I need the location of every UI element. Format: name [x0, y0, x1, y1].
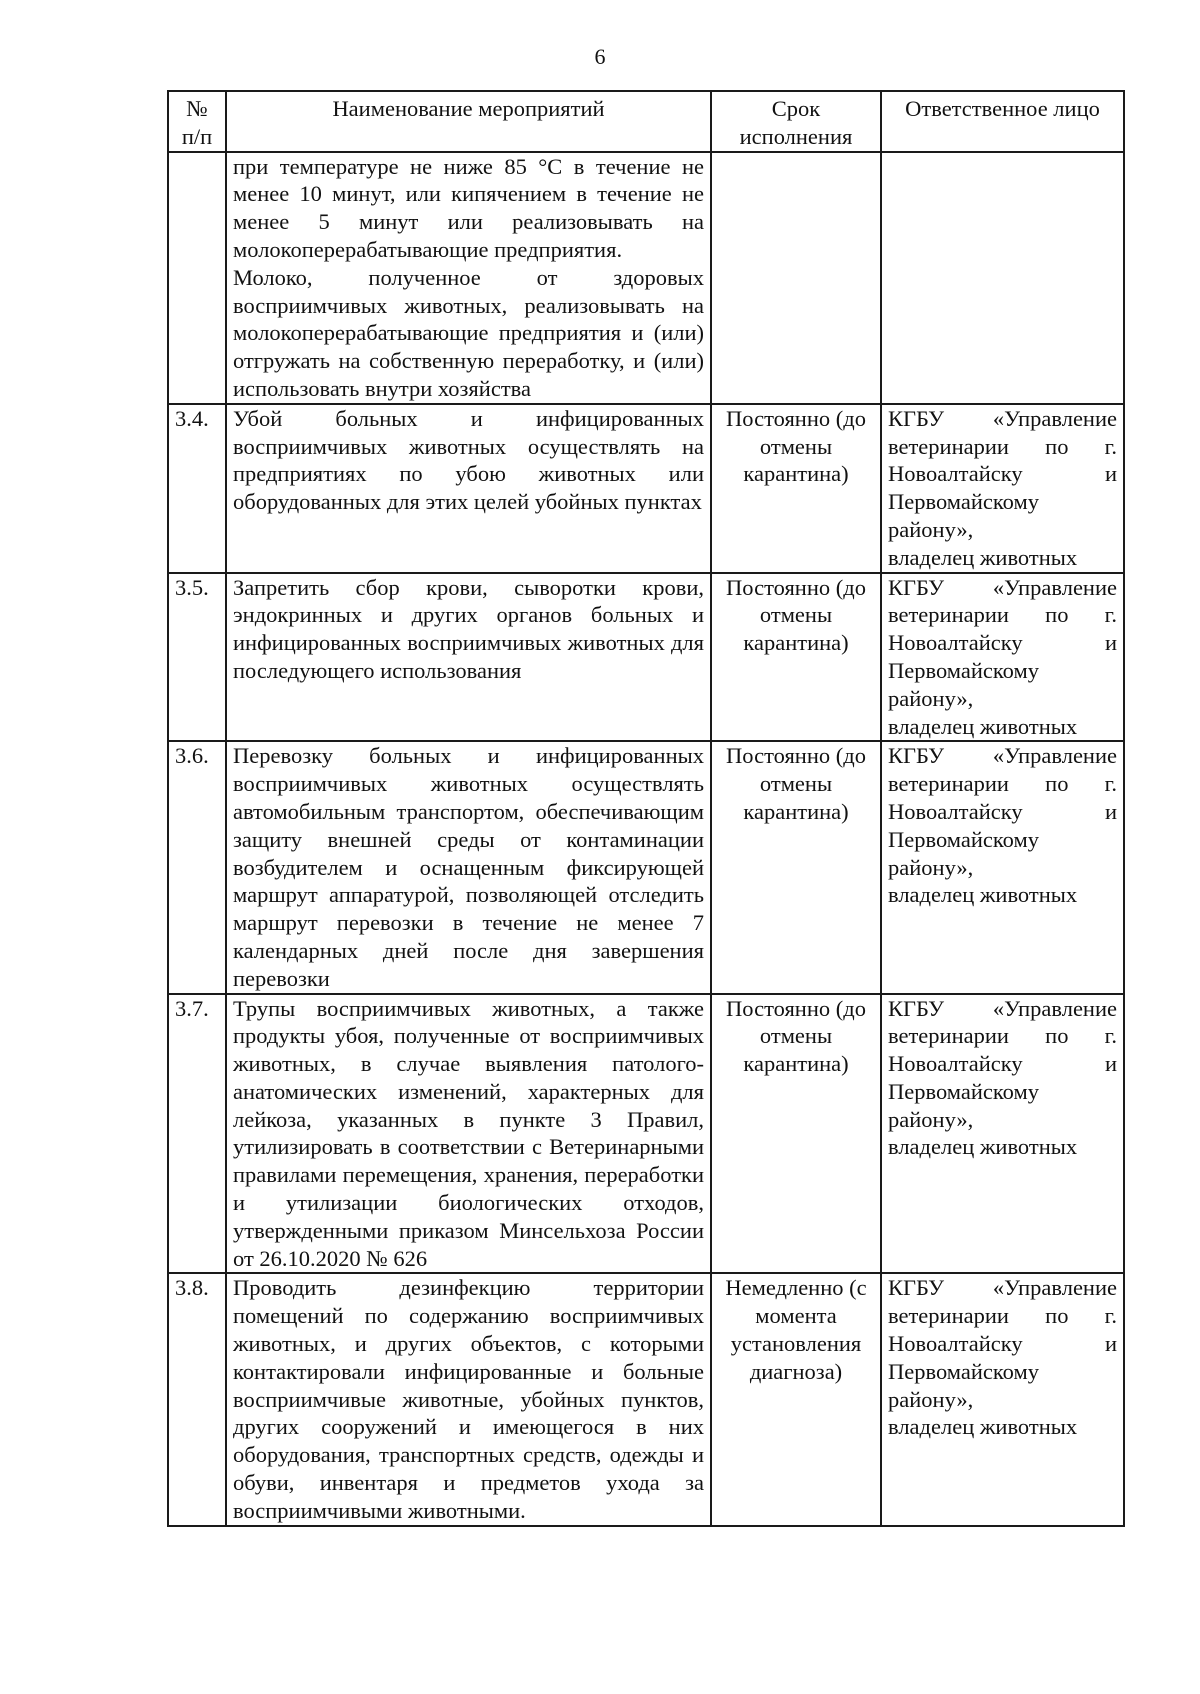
cell-term: Немедленно (с момента установления диагноза) [711, 1273, 881, 1525]
header-num: № п/п [168, 91, 226, 152]
responsible-owner: владелец животных [888, 1414, 1078, 1440]
cell-responsible [881, 1273, 1124, 1525]
responsible-owner: владелец животных [888, 713, 1078, 739]
header-name: Наименование мероприятий [226, 91, 711, 152]
cell-description: Убой больных и инфицированных восприимчивых животных осуществлять на предприятиях по убою животных или оборудованных для этих целей убойных пунктах [226, 404, 711, 573]
cell-term: Постоянно (до отмены карантина) [711, 573, 881, 742]
responsible-org: КГБУ «Управление ветеринарии по г. Новоалтайску и Первомайскому району», [888, 405, 1117, 542]
responsible-org: КГБУ «Управление ветеринарии по г. Новоалтайску и Первомайскому району», [888, 574, 1117, 711]
cell-description: Проводить дезинфекцию территории помещений по содержанию восприимчивых животных, и других объектов, с которыми контактировали инфицированные и больные восприимчивые животные, убойных пунктов, других сооружений и имеющегося в них оборудования, транспортных средств, одежды и обуви, инвентаря и предметов ухода за восприимчивыми животными. [226, 1273, 711, 1525]
cell-num: 3.6. [168, 741, 226, 993]
responsible-org: КГБУ «Управление ветеринарии по г. Новоалтайску и Первомайскому району», [888, 743, 1117, 880]
responsible-owner: владелец животных [888, 544, 1078, 570]
table-row [168, 994, 1124, 1274]
responsible-org: КГБУ «Управление ветеринарии по г. Новоалтайску и Первомайскому району», [888, 1275, 1117, 1412]
header-responsible: Ответственное лицо [881, 91, 1124, 152]
responsible-owner: владелец животных [888, 882, 1078, 908]
table-row [168, 1273, 1124, 1525]
cell-num: 3.5. [168, 573, 226, 742]
continuation-paragraph-2: Молоко, полученное от здоровых восприимчивых животных, реализовывать на молокоперерабатывающие предприятия и (или) отгружать на собственную переработку, и (или) использовать внутри хозяйства [233, 264, 704, 401]
cell-responsible [881, 994, 1124, 1274]
cell-num [168, 152, 226, 404]
cell-responsible [881, 404, 1124, 573]
cell-description [226, 152, 711, 404]
cell-responsible [881, 741, 1124, 993]
cell-description: Запретить сбор крови, сыворотки крови, эндокринных и других органов больных и инфицированных восприимчивых животных для последующего использования [226, 573, 711, 742]
cell-term: Постоянно (до отмены карантина) [711, 994, 881, 1274]
cell-responsible [881, 573, 1124, 742]
cell-num: 3.7. [168, 994, 226, 1274]
cell-term: Постоянно (до отмены карантина) [711, 404, 881, 573]
cell-num: 3.4. [168, 404, 226, 573]
table-row-continuation [168, 152, 1124, 404]
table-header-row [168, 91, 1124, 152]
cell-description: Трупы восприимчивых животных, а также продукты убоя, полученные от восприимчивых животных, в случае выявления патолого-анатомических изменений, характерных для лейкоза, указанных в пункте 3 Правил, утилизировать в соответствии с Ветеринарными правилами перемещения, хранения, переработки и утилизации биологических отходов, утвержденными приказом Минсельхоза России от 26.10.2020 № 626 [226, 994, 711, 1274]
responsible-owner: владелец животных [888, 1134, 1078, 1160]
header-term: Срок исполнения [711, 91, 881, 152]
table-row [168, 741, 1124, 993]
cell-term: Постоянно (до отмены карантина) [711, 741, 881, 993]
cell-description: Перевозку больных и инфицированных восприимчивых животных осуществлять автомобильным транспортом, обеспечивающим защиту внешней среды от контаминации возбудителем и оснащенным фиксирующей маршрут аппаратурой, позволяющей отследить маршрут перевозки в течение не менее 7 календарных дней после дня завершения перевозки [226, 741, 711, 993]
continuation-paragraph-1: при температуре не ниже 85 °С в течение не менее 10 минут, или кипячением в течение не менее 5 минут или реализовывать на молокоперерабатывающие предприятия. [233, 153, 704, 262]
cell-num: 3.8. [168, 1273, 226, 1525]
cell-responsible [881, 152, 1124, 404]
cell-term [711, 152, 881, 404]
measures-table [167, 90, 1125, 1527]
page-number: 6 [594, 44, 606, 69]
responsible-org: КГБУ «Управление ветеринарии по г. Новоалтайску и Первомайскому району», [888, 995, 1117, 1132]
table-row [168, 404, 1124, 573]
table-row [168, 573, 1124, 742]
